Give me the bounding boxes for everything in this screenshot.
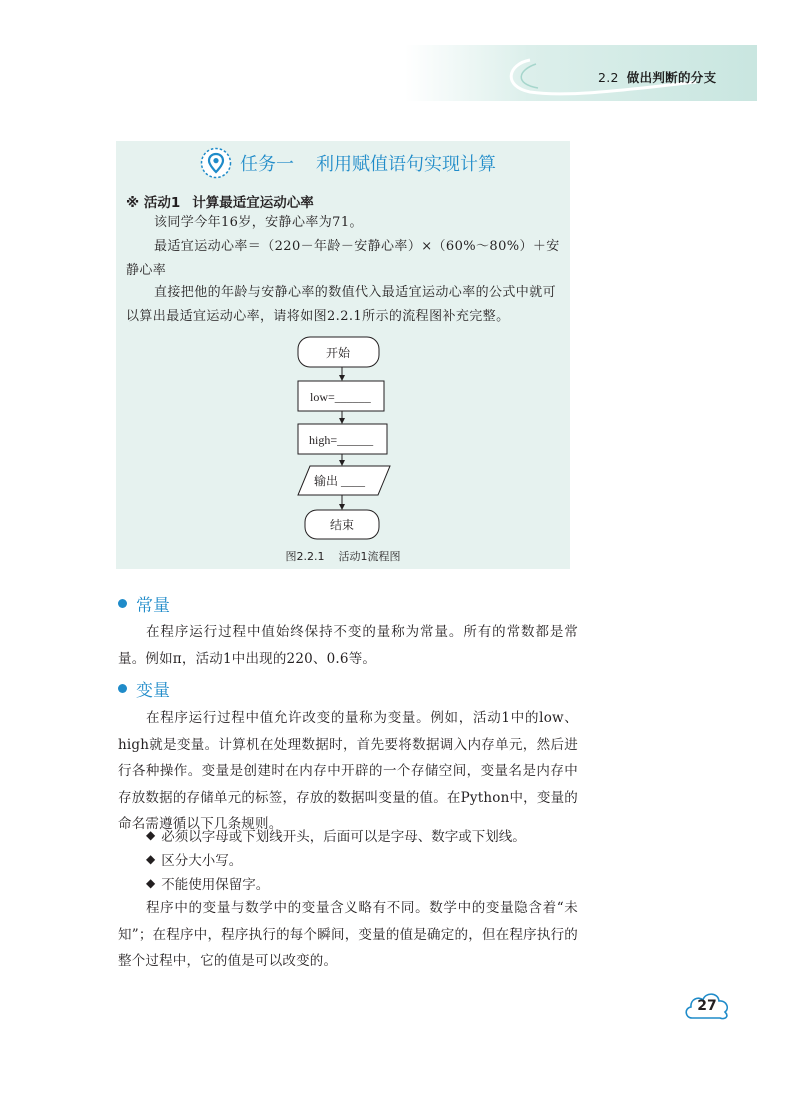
constants-paragraph: 在程序运行过程中值始终保持不变的量称为常量。所有的常数都是常量。例如π，活动1中出现的220、0.6等。 (118, 624, 578, 667)
flowchart-high-label: high=______ (309, 433, 374, 447)
rule-text: 必须以字母或下划线开头，后面可以是字母、数字或下划线。 (161, 829, 526, 845)
page-number-text: 27 (697, 998, 717, 1014)
flowchart-start-node (298, 337, 379, 367)
location-pin-icon (200, 147, 232, 179)
variables-heading (118, 676, 170, 700)
page-number (682, 986, 732, 1026)
section-number: 2.2 (598, 70, 619, 85)
rule-item (146, 871, 269, 895)
diamond-bullet-icon: ◆ (146, 852, 156, 866)
activity-mark: ※ 活动1 (126, 195, 181, 211)
figure-caption (116, 548, 570, 564)
variables-heading-text: 变量 (136, 680, 170, 701)
flowchart-low-label: low=______ (310, 390, 371, 404)
blue-dot-icon (118, 684, 127, 693)
diamond-bullet-icon: ◆ (146, 876, 156, 890)
flowchart-start-label: 开始 (325, 346, 351, 360)
activity-paragraph-3: 直接把他的年龄与安静心率的数值代入最适宜运动心率的公式中就可以算出最适宜运动心率，请将如图2.2.1所示的流程图补充完整。 (126, 285, 557, 324)
section-header (598, 68, 758, 86)
rule-text: 不能使用保留字。 (161, 877, 270, 893)
blue-dot-icon (118, 599, 127, 608)
flowchart-end-node (305, 510, 379, 539)
variables-paragraph-2: 程序中的变量与数学中的变量含义略有不同。数学中的变量隐含着“未知”；在程序中，程序执行的每个瞬间，变量的值是确定的，但在程序执行的整个过程中，它的值是可以改变的。 (118, 900, 578, 969)
task-title-text: 利用赋值语句实现计算 (316, 154, 496, 175)
figure-caption-text: 活动1流程图 (338, 550, 401, 563)
activity-paragraph-1: 该同学今年16岁，安静心率为71。 (154, 215, 363, 230)
constants-heading (118, 591, 170, 615)
figure-number: 图2.2.1 (285, 550, 325, 563)
flowchart (116, 332, 570, 568)
task-label: 任务一 (240, 154, 294, 175)
flowchart-output-label: 输出 ____ (314, 474, 366, 488)
rule-text: 区分大小写。 (161, 853, 243, 869)
diamond-bullet-icon: ◆ (146, 828, 156, 842)
variables-paragraph-1: 在程序运行过程中值允许改变的量称为变量。例如，活动1中的low、high就是变量。计算机在处理数据时，首先要将数据调入内存单元，然后进行各种操作。变量是创建时在内存中开辟的一个存储空间，变量名是内存中存放数据的存储单元的标签，存放的数据叫变量的值。在Python中，变量的命名需遵循以下几条规则。 (118, 710, 578, 832)
rule-item (146, 847, 242, 871)
flowchart-end-label: 结束 (329, 518, 355, 532)
flowchart-output-node (298, 466, 390, 495)
flowchart-high-node (298, 424, 387, 454)
constants-heading-text: 常量 (136, 595, 170, 616)
activity-paragraph-2: 最适宜运动心率＝（220－年龄－安静心率）×（60%～80%）＋安静心率 (126, 239, 560, 278)
section-title: 做出判断的分支 (626, 70, 717, 85)
flowchart-low-node (298, 381, 384, 411)
activity-title (126, 191, 314, 211)
rule-item (146, 823, 526, 847)
activity-title-text: 计算最适宜运动心率 (192, 195, 314, 211)
task-title (200, 146, 496, 180)
